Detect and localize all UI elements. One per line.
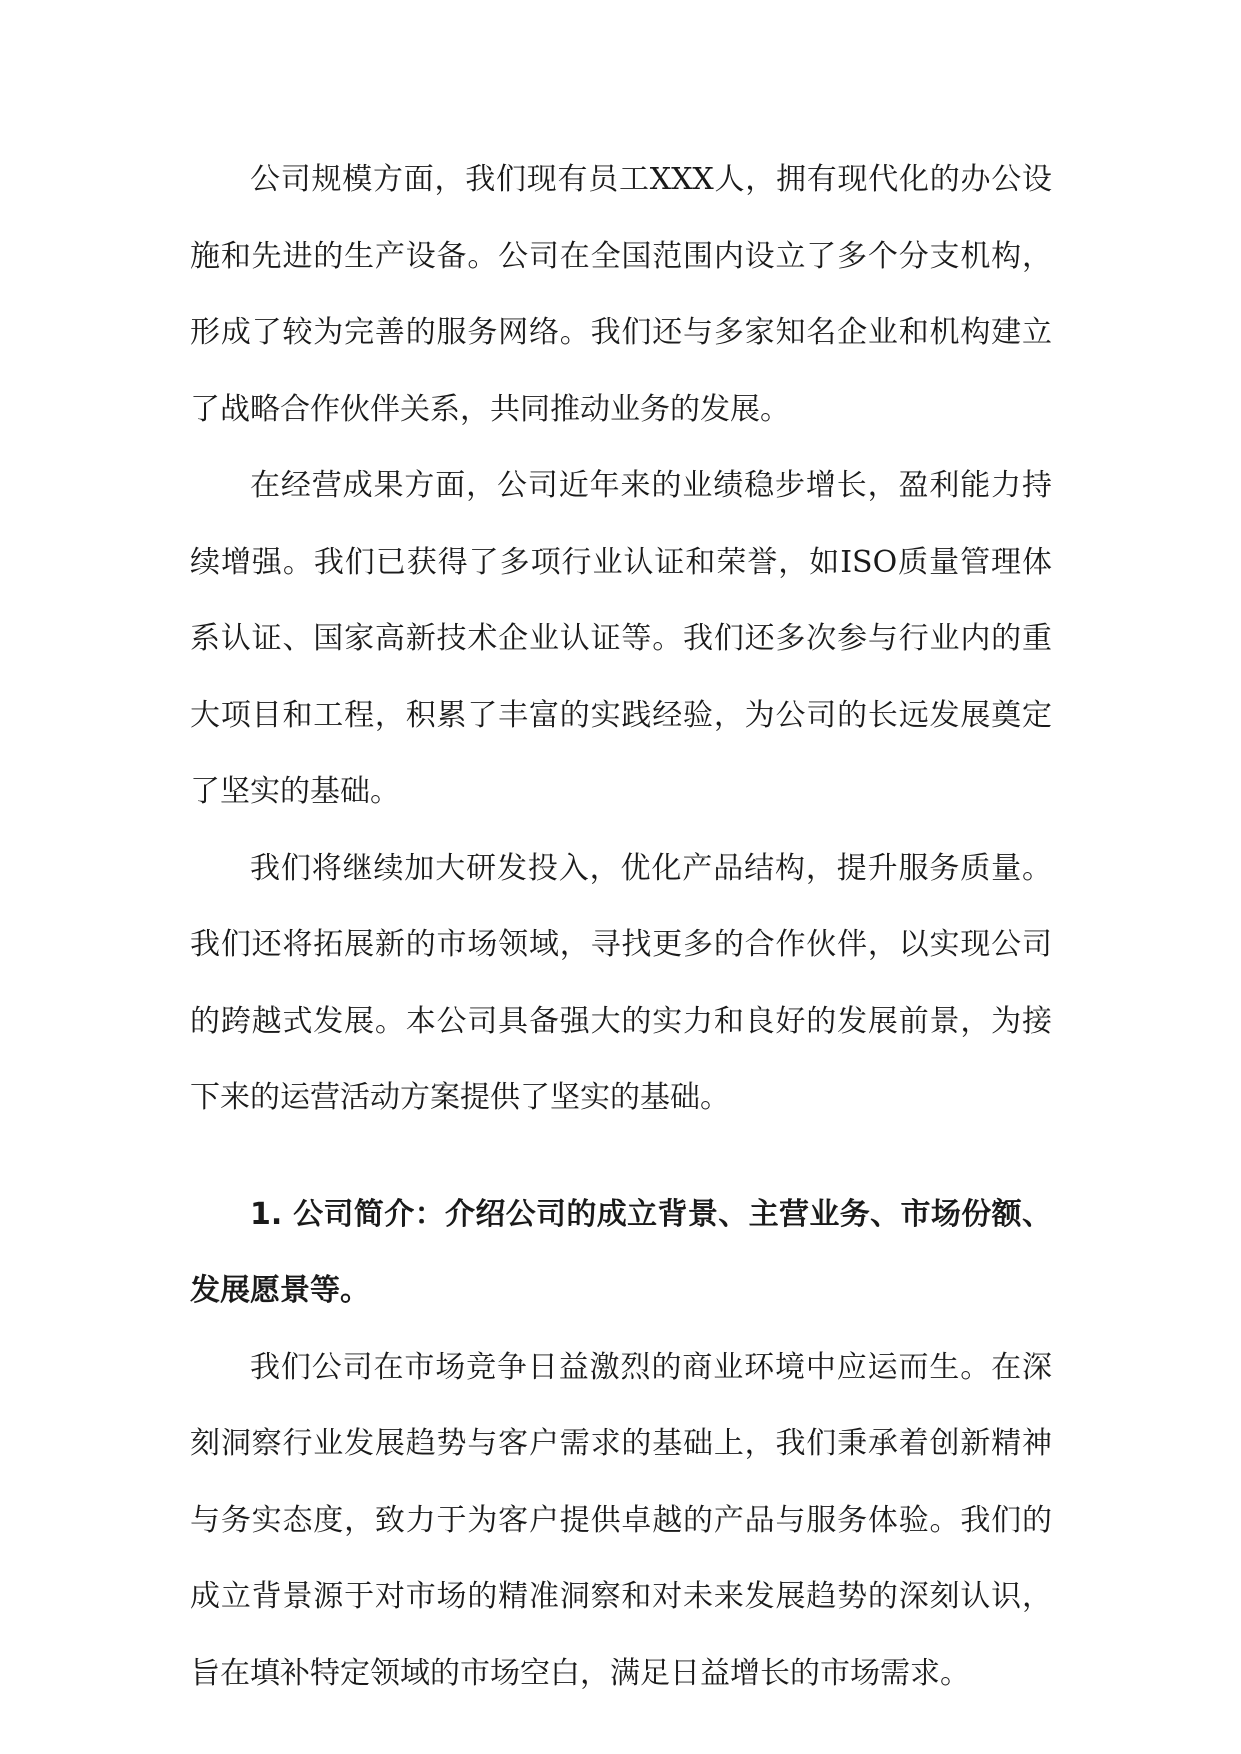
paragraph-future-plan: 我们将继续加大研发投入，优化产品结构，提升服务质量。我们还将拓展新的市场领域，寻找更多的合作伙伴，以实现公司的跨越式发展。本公司具备强大的实力和良好的发展前景，为接下来的运营活动方案提供了坚实的基础。 <box>190 850 1052 1115</box>
paragraph-business-results: 在经营成果方面，公司近年来的业绩稳步增长，盈利能力持续增强。我们已获得了多项行业认证和荣誉，如ISO质量管理体系认证、国家高新技术企业认证等。我们还多次参与行业内的重大项目和工程，积累了丰富的实践经验，为公司的长远发展奠定了坚实的基础。 <box>190 468 1052 809</box>
section-heading-company-intro: 1. 公司简介：介绍公司的成立背景、主营业务、市场份额、发展愿景等。 <box>190 1196 1052 1308</box>
paragraph-founding-background: 我们公司在市场竞争日益激烈的商业环境中应运而生。在深刻洞察行业发展趋势与客户需求的基础上，我们秉承着创新精神与务实态度，致力于为客户提供卓越的产品与服务体验。我们的成立背景源于对市场的精准洞察和对未来发展趋势的深刻认识，旨在填补特定领域的市场空白，满足日益增长的市场需求。 <box>190 1349 1052 1691</box>
paragraph-company-scale: 公司规模方面，我们现有员工XXX人，拥有现代化的办公设施和先进的生产设备。公司在全国范围内设立了多个分支机构，形成了较为完善的服务网络。我们还与多家知名企业和机构建立了战略合作伙伴关系，共同推动业务的发展。 <box>190 162 1052 427</box>
document-body <box>190 142 1052 1712</box>
